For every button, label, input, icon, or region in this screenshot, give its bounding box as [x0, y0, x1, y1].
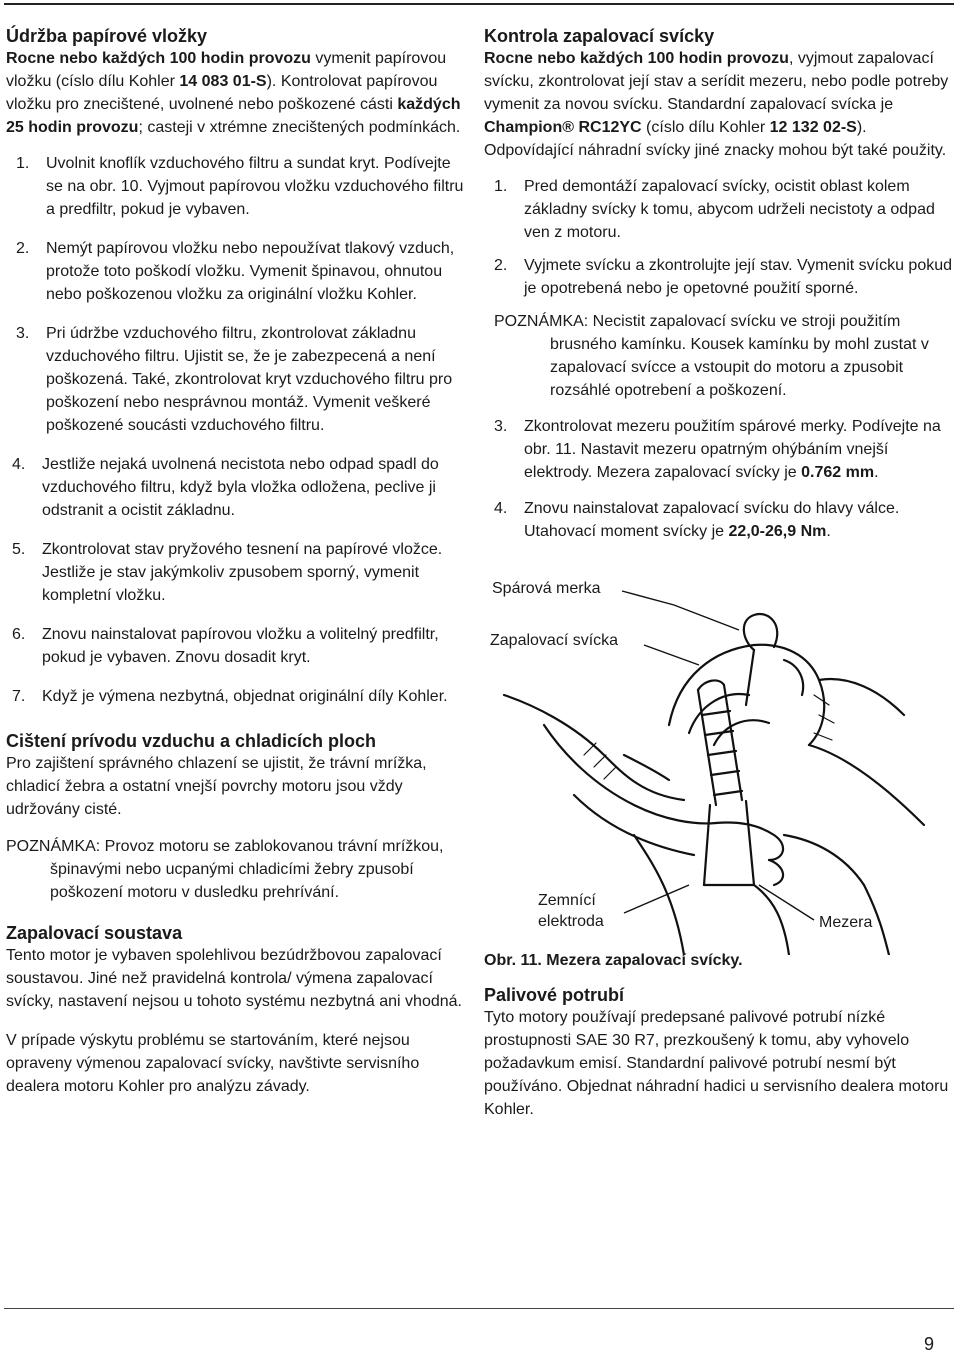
label-ground-electrode-1: Zemnící	[538, 892, 596, 909]
air-cleaner-step-7: 7. Když je výmena nezbytná, objednat originální díly Kohler.	[12, 688, 448, 705]
page-number: 9	[923, 1334, 934, 1354]
spark-plug-step-4: 4. Znovu nainstalovat zapalovací svícku do hlavy válce. Utahovací moment svícky je 22,0-26,9 Nm.	[494, 500, 900, 540]
label-ground-electrode-2: elektroda	[538, 913, 604, 930]
spark-plug-intro: Rocne nebo každých 100 hodin provozu, vyjmout zapalovací svícku, zkontrolovat její stav a serídit mezeru, nebo podle potreby vymenit za novou svícku. Standardní zapalovací svícka je Champion® RC12YC (císlo dílu Kohler 12 132 02-S). Odpovídající náhradní svícky jiné znacky mohou být také použity.	[484, 50, 949, 159]
air-cleaner-step-6: 6. Znovu nainstalovat papírovou vložku a volitelný predfiltr, pokud je vybaven. Znovu dosadit kryt.	[12, 626, 439, 666]
air-cleaner-intro: Rocne nebo každých 100 hodin provozu vymenit papírovou vložku (císlo dílu Kohler 14 083 01-S). Kontrolovat papírovou vložku pro znecištené, uvolnené nebo poškozené cásti každých 25 hodin provozu; casteji v xtrémne znecištených podmínkách.	[6, 50, 461, 136]
fuel-title: Palivové potrubí	[484, 985, 625, 1005]
label-gap: Mezera	[819, 914, 873, 931]
fuel-text: Tyto motory používají predepsané palivové potrubí nízké prostupnosti SAE 30 R7, prezkoušený k tomu, aby vyhovelo požadavkum emisí. Standardní palivové potrubí nesmí být používáno. Objednat náhradní hadici u servisního dealera motoru Kohler.	[484, 1009, 949, 1118]
spark-plug-figure	[484, 555, 954, 955]
ignition-text-2: V prípade výskytu problému se startováním, které nejsou opraveny výmenou zapalovací svícky, navštivte servisního dealera motoru Kohler pro analýzu závady.	[6, 1032, 420, 1095]
air-cleaner-step-3: 3. Pri údržbe vzduchového filtru, zkontrolovat základnu vzduchového filtru. Ujistit se, že je zabezpecená a není poškozená. Také, zkontrolovat kryt vzduchového filtru pro poškození nebo nesprávnou montáž. Vymenit veškeré poškozené soucásti vzduchového filtru.	[16, 325, 453, 434]
label-spark-plug: Zapalovací svícka	[490, 632, 619, 649]
cooling-note: POZNÁMKA: Provoz motoru se zablokovanou trávní mrížkou, špinavými nebo ucpanými chladicími žebry zpusobí poškození motoru v dusledku prehrívání.	[6, 838, 444, 901]
cooling-text: Pro zajištení správného chlazení se ujistit, že trávní mrížka, chladicí žebra a ostatní vnejší povrchy motoru jsou vždy udržovány cisté.	[6, 755, 427, 818]
spark-plug-step-1: 1. Pred demontáží zapalovací svícky, ocistit oblast kolem základny svícky k tomu, abycom udrželi necistoty a odpad ven z motoru.	[494, 178, 935, 241]
ignition-title: Zapalovací soustava	[6, 923, 183, 943]
air-cleaner-step-5: 5. Zkontrolovat stav pryžového tesnení na papírové vložce. Jestliže je stav jakýmkoliv zpusobem sporný, vymenit kompletní vložku.	[12, 541, 443, 604]
figure-caption: Obr. 11. Mezera zapalovací svícky.	[484, 952, 743, 969]
air-cleaner-step-4: 4. Jestliže nejaká uvolnená necistota nebo odpad spadl do vzduchového filtru, když byla vložka odložena, peclive ji odstranit a ocistit základnu.	[12, 456, 439, 519]
bottom-rule	[4, 1308, 954, 1309]
left-column	[6, 25, 471, 1098]
label-feeler-gauge: Spárová merka	[492, 580, 601, 597]
spark-plug-step-3: 3. Zkontrolovat mezeru použitím spárové merky. Podívejte na obr. 11. Nastavit mezeru opatrným ohýbáním vnejší elektrody. Mezera zapalovací svícky je 0.762 mm.	[494, 418, 941, 481]
right-column	[484, 25, 954, 1121]
ignition-text-1: Tento motor je vybaven spolehlivou bezúdržbovou zapalovací soustavou. Jiné než pravidelná kontrola/ výmena zapalovací svícky, nastavení nejsou u tohoto systému nezbytná ani vhodná.	[6, 947, 462, 1010]
spark-plug-title: Kontrola zapalovací svícky	[484, 26, 715, 46]
cooling-title: Cištení prívodu vzduchu a chladicích ploch	[6, 731, 377, 751]
air-cleaner-title: Údržba papírové vložky	[6, 26, 208, 46]
air-cleaner-step-2: 2. Nemýt papírovou vložku nebo nepoužívat tlakový vzduch, protože toto poškodí vložku. Vymenit špinavou, ohnutou nebo poškozenou vložku za originální vložku Kohler.	[16, 240, 455, 303]
spark-plug-step-2: 2. Vyjmete svícku a zkontrolujte její stav. Vymenit svícku pokud je opotrebená nebo je opetovné použití sporné.	[494, 257, 953, 297]
spark-plug-note: POZNÁMKA: Necistit zapalovací svícku ve stroji použitím brusného kamínku. Kousek kamínku by mohl zustat v zapalovací svícce a vstoupit do motoru a zpusobit rozsáhlé opotrebení a poškození.	[494, 313, 929, 399]
air-cleaner-step-1: 1. Uvolnit knoflík vzduchového filtru a sundat kryt. Podívejte se na obr. 10. Vyjmout papírovou vložku vzduchového filtru a predfiltr, pokud je vybaven.	[16, 155, 464, 218]
top-rule	[4, 3, 954, 5]
